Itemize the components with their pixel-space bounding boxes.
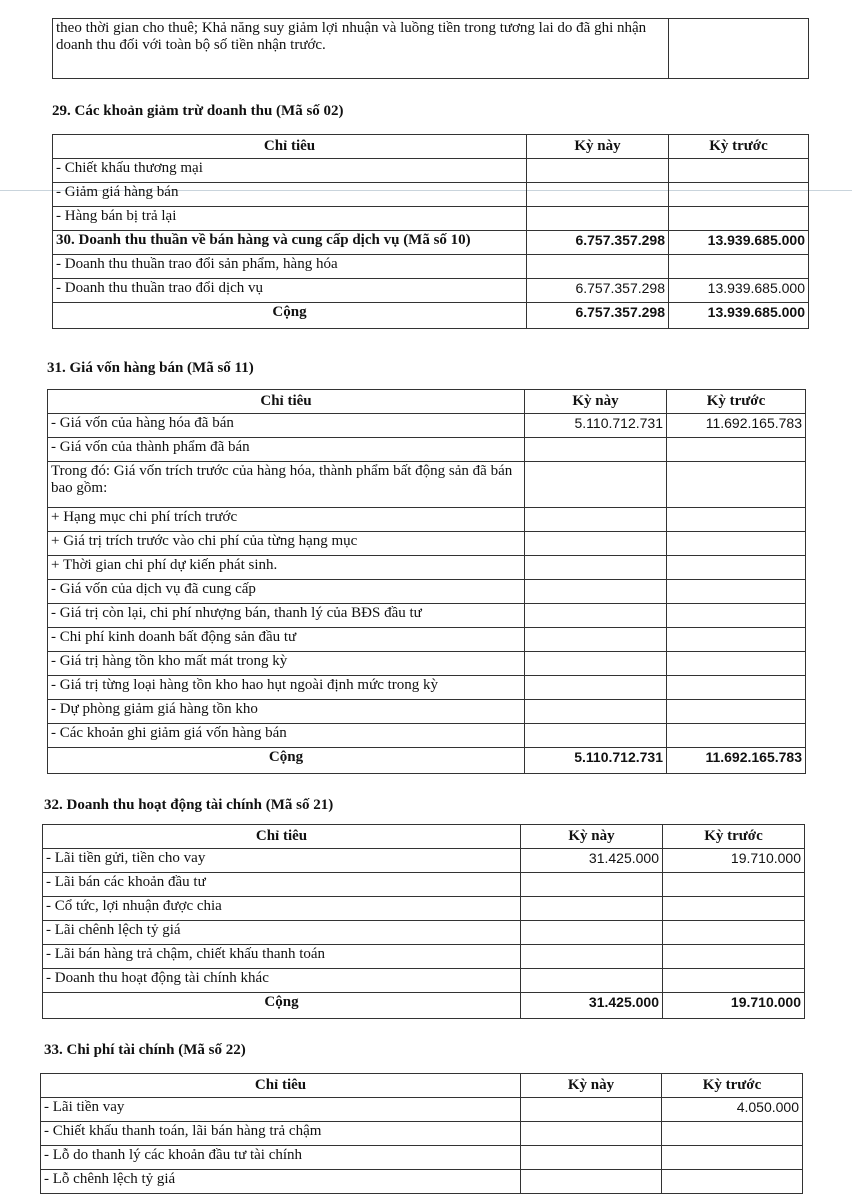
table-row <box>43 969 805 993</box>
header-chi-tieu: Chỉ tiêu <box>41 1074 521 1098</box>
row-ky-truoc <box>667 700 806 724</box>
table-header-row <box>41 1074 803 1098</box>
row-ky-truoc <box>667 628 806 652</box>
table-29 <box>52 134 809 329</box>
row-label: Trong đó: Giá vốn trích trước của hàng hóa, thành phẩm bất động sản đã bán bao gồm: <box>48 462 525 508</box>
header-ky-truoc: Kỳ trước <box>669 135 809 159</box>
row-ky-nay <box>525 652 667 676</box>
header-chi-tieu: Chỉ tiêu <box>48 390 525 414</box>
total-label: Cộng <box>48 748 525 774</box>
row-ky-nay <box>525 580 667 604</box>
table-total-row <box>48 748 806 774</box>
table-row <box>48 462 806 508</box>
row-label: - Lỗ do thanh lý các khoản đầu tư tài chính <box>41 1146 521 1170</box>
row-ky-truoc <box>669 159 809 183</box>
table-row <box>48 676 806 700</box>
row-ky-truoc <box>663 897 805 921</box>
row-label: - Giá trị hàng tồn kho mất mát trong kỳ <box>48 652 525 676</box>
row-label: - Doanh thu hoạt động tài chính khác <box>43 969 521 993</box>
row-ky-nay: 31.425.000 <box>521 849 663 873</box>
row-ky-nay: 5.110.712.731 <box>525 414 667 438</box>
row-ky-nay <box>521 945 663 969</box>
row-label: - Lãi tiền vay <box>41 1098 521 1122</box>
section-title-31: 31. Giá vốn hàng bán (Mã số 11) <box>47 360 254 376</box>
table-row <box>53 19 809 79</box>
row-ky-nay <box>525 462 667 508</box>
row-ky-truoc <box>667 604 806 628</box>
row-label: - Lãi tiền gửi, tiền cho vay <box>43 849 521 873</box>
row-ky-nay: 6.757.357.298 <box>527 231 669 255</box>
table-total-row <box>53 303 809 329</box>
table-row <box>53 279 809 303</box>
header-ky-nay: Kỳ này <box>527 135 669 159</box>
row-ky-truoc <box>667 532 806 556</box>
row-ky-truoc <box>667 556 806 580</box>
row-label: - Lãi chênh lệch tỷ giá <box>43 921 521 945</box>
total-ky-truoc: 11.692.165.783 <box>667 748 806 774</box>
row-ky-nay <box>521 873 663 897</box>
table-33 <box>40 1073 803 1194</box>
row-label: - Cổ tức, lợi nhuận được chia <box>43 897 521 921</box>
row-ky-nay <box>521 1146 662 1170</box>
row-ky-truoc <box>667 724 806 748</box>
row-ky-truoc <box>669 207 809 231</box>
table-row <box>43 873 805 897</box>
table-row <box>53 255 809 279</box>
row-ky-truoc <box>667 652 806 676</box>
row-ky-nay <box>521 921 663 945</box>
table-row <box>43 849 805 873</box>
row-ky-nay <box>527 159 669 183</box>
row-label: - Giá vốn của thành phẩm đã bán <box>48 438 525 462</box>
row-label: - Hàng bán bị trả lại <box>53 207 527 231</box>
row-ky-truoc <box>669 255 809 279</box>
table-row <box>48 556 806 580</box>
row-ky-truoc <box>663 873 805 897</box>
cell-text: theo thời gian cho thuê; Khả năng suy giảm lợi nhuận và luồng tiền trong tương lai do đã ghi nhận doanh thu đối với toàn bộ số tiền nhận trước. <box>53 19 669 79</box>
row-ky-nay <box>521 969 663 993</box>
row-ky-nay <box>525 676 667 700</box>
row-label: - Giảm giá hàng bán <box>53 183 527 207</box>
row-label: - Giá vốn của hàng hóa đã bán <box>48 414 525 438</box>
table-row <box>48 652 806 676</box>
row-ky-truoc <box>663 969 805 993</box>
table-row <box>48 438 806 462</box>
row-label: - Giá vốn của dịch vụ đã cung cấp <box>48 580 525 604</box>
table-header-row <box>43 825 805 849</box>
row-ky-nay <box>525 628 667 652</box>
row-ky-nay <box>527 183 669 207</box>
row-ky-nay <box>527 255 669 279</box>
row-label: - Lãi bán hàng trả chậm, chiết khấu thanh toán <box>43 945 521 969</box>
table-total-row <box>43 993 805 1019</box>
section-title-33: 33. Chi phí tài chính (Mã số 22) <box>44 1042 246 1058</box>
total-ky-nay: 6.757.357.298 <box>527 303 669 329</box>
row-ky-truoc <box>667 580 806 604</box>
table-row-section-30 <box>53 231 809 255</box>
total-ky-truoc: 19.710.000 <box>663 993 805 1019</box>
table-row <box>48 628 806 652</box>
table-row <box>48 604 806 628</box>
table-row <box>41 1146 803 1170</box>
table-row <box>41 1098 803 1122</box>
row-ky-truoc <box>663 921 805 945</box>
table-row <box>48 508 806 532</box>
section-title-29: 29. Các khoản giảm trừ doanh thu (Mã số 02) <box>52 103 344 119</box>
row-ky-nay: 6.757.357.298 <box>527 279 669 303</box>
row-label: - Doanh thu thuần trao đổi dịch vụ <box>53 279 527 303</box>
row-ky-truoc <box>662 1146 803 1170</box>
header-ky-nay: Kỳ này <box>521 825 663 849</box>
row-label: - Dự phòng giảm giá hàng tồn kho <box>48 700 525 724</box>
table-31 <box>47 389 806 774</box>
table-row <box>48 532 806 556</box>
row-ky-nay <box>521 1122 662 1146</box>
row-label: - Doanh thu thuần trao đổi sản phẩm, hàng hóa <box>53 255 527 279</box>
row-label: + Thời gian chi phí dự kiến phát sinh. <box>48 556 525 580</box>
table-row <box>48 414 806 438</box>
row-ky-nay <box>525 532 667 556</box>
table-row <box>41 1122 803 1146</box>
row-ky-truoc <box>667 508 806 532</box>
table-row <box>41 1170 803 1194</box>
continued-table <box>52 18 809 79</box>
row-ky-nay <box>525 438 667 462</box>
row-ky-truoc <box>669 183 809 207</box>
row-ky-truoc: 11.692.165.783 <box>667 414 806 438</box>
row-label: - Chiết khấu thanh toán, lãi bán hàng trả chậm <box>41 1122 521 1146</box>
row-label: 30. Doanh thu thuần về bán hàng và cung cấp dịch vụ (Mã số 10) <box>53 231 527 255</box>
row-label: + Hạng mục chi phí trích trước <box>48 508 525 532</box>
row-label: - Giá trị từng loại hàng tồn kho hao hụt ngoài định mức trong kỳ <box>48 676 525 700</box>
row-ky-nay <box>525 724 667 748</box>
table-row <box>43 897 805 921</box>
row-label: - Chi phí kinh doanh bất động sản đầu tư <box>48 628 525 652</box>
row-ky-nay <box>527 207 669 231</box>
row-label: - Giá trị còn lại, chi phí nhượng bán, thanh lý của BĐS đầu tư <box>48 604 525 628</box>
header-chi-tieu: Chỉ tiêu <box>43 825 521 849</box>
row-ky-truoc <box>667 462 806 508</box>
row-ky-nay <box>521 897 663 921</box>
total-ky-truoc: 13.939.685.000 <box>669 303 809 329</box>
header-ky-nay: Kỳ này <box>521 1074 662 1098</box>
row-label: - Lỗ chênh lệch tỷ giá <box>41 1170 521 1194</box>
row-ky-nay <box>525 556 667 580</box>
table-row <box>43 945 805 969</box>
row-ky-nay <box>521 1098 662 1122</box>
header-ky-truoc: Kỳ trước <box>663 825 805 849</box>
row-ky-truoc <box>663 945 805 969</box>
row-ky-truoc: 4.050.000 <box>662 1098 803 1122</box>
row-ky-truoc <box>662 1122 803 1146</box>
row-ky-truoc: 13.939.685.000 <box>669 231 809 255</box>
table-row <box>53 207 809 231</box>
row-ky-truoc: 13.939.685.000 <box>669 279 809 303</box>
table-row <box>48 580 806 604</box>
table-row <box>53 159 809 183</box>
row-ky-truoc: 19.710.000 <box>663 849 805 873</box>
header-chi-tieu: Chỉ tiêu <box>53 135 527 159</box>
section-title-32: 32. Doanh thu hoạt động tài chính (Mã số 21) <box>44 797 334 813</box>
row-label: - Lãi bán các khoản đầu tư <box>43 873 521 897</box>
row-label: + Giá trị trích trước vào chi phí của từng hạng mục <box>48 532 525 556</box>
row-ky-nay <box>525 700 667 724</box>
row-ky-nay <box>525 508 667 532</box>
total-label: Cộng <box>53 303 527 329</box>
table-row <box>48 724 806 748</box>
row-ky-truoc <box>662 1170 803 1194</box>
total-ky-nay: 31.425.000 <box>521 993 663 1019</box>
row-ky-truoc <box>667 676 806 700</box>
header-ky-truoc: Kỳ trước <box>667 390 806 414</box>
table-header-row <box>53 135 809 159</box>
row-ky-nay <box>521 1170 662 1194</box>
cell-empty <box>669 19 809 79</box>
total-label: Cộng <box>43 993 521 1019</box>
total-ky-nay: 5.110.712.731 <box>525 748 667 774</box>
row-label: - Các khoản ghi giảm giá vốn hàng bán <box>48 724 525 748</box>
row-ky-nay <box>525 604 667 628</box>
table-row <box>53 183 809 207</box>
table-row <box>48 700 806 724</box>
row-ky-truoc <box>667 438 806 462</box>
header-ky-truoc: Kỳ trước <box>662 1074 803 1098</box>
table-32 <box>42 824 805 1019</box>
header-ky-nay: Kỳ này <box>525 390 667 414</box>
table-row <box>43 921 805 945</box>
row-label: - Chiết khấu thương mại <box>53 159 527 183</box>
table-header-row <box>48 390 806 414</box>
